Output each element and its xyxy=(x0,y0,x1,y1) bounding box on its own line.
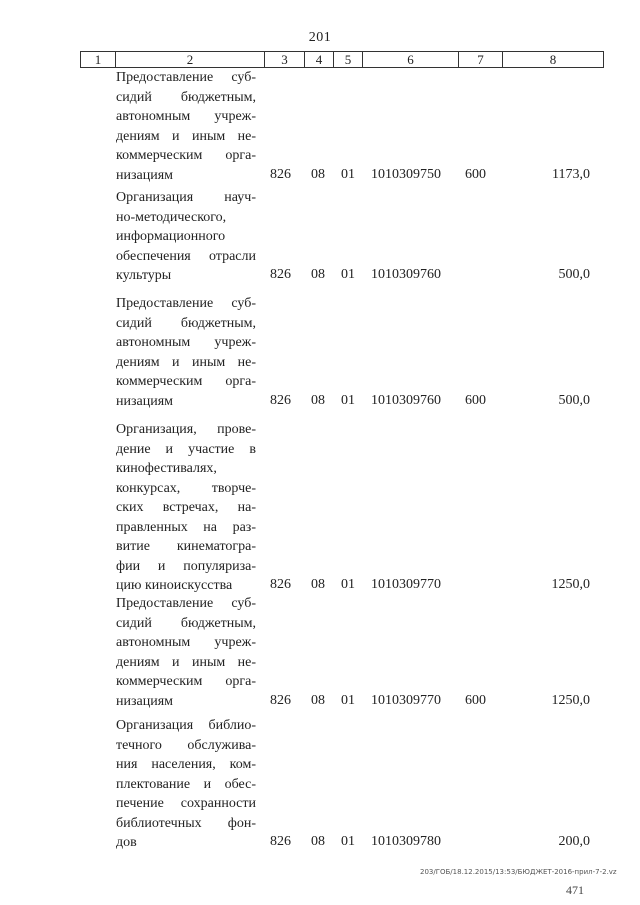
description-line: автономным учреж- xyxy=(116,109,256,124)
section-code: 08 xyxy=(311,166,325,182)
header-col-1: 1 xyxy=(81,52,116,68)
description-line: ских встречах, на- xyxy=(116,500,256,515)
table-header xyxy=(80,51,604,68)
subsection-code: 01 xyxy=(341,267,355,282)
description-line: Организация, прове- xyxy=(116,422,256,437)
description-line: Предоставление суб- xyxy=(116,70,256,85)
description-line: Предоставление суб- xyxy=(116,296,256,311)
description-line: кинофестивалях, xyxy=(116,461,217,476)
description-line: дениям и иным не- xyxy=(116,354,256,370)
subsection-code: 01 xyxy=(341,392,355,408)
description-line: ния населения, ком- xyxy=(116,757,256,772)
amount: 1250,0 xyxy=(551,692,590,708)
sheet-number: 471 xyxy=(566,883,584,897)
row-description xyxy=(116,420,256,596)
description-line: автономным учреж- xyxy=(116,635,256,650)
target-article-code: 1010309770 xyxy=(371,577,441,592)
expense-type-code: 600 xyxy=(465,392,486,408)
description-line: дениям и иным не- xyxy=(116,128,256,144)
description-line: печение сохранности xyxy=(116,796,256,811)
description-line: низациям xyxy=(116,167,174,183)
amount: 1173,0 xyxy=(552,166,590,182)
amount: 500,0 xyxy=(558,392,590,408)
description-line: сидий бюджетным, xyxy=(116,89,256,105)
target-article-code: 1010309770 xyxy=(371,692,441,708)
footer-stamp: 203/ГОБ/18.12.2015/13:53/БЮДЖЕТ-2016-прил-7-2.vz xyxy=(420,868,617,876)
description-line: коммерческим орга- xyxy=(116,674,256,689)
subsection-code: 01 xyxy=(341,692,355,708)
description-line: но-методического, xyxy=(116,209,227,225)
description-line: культуры xyxy=(116,268,172,283)
subsection-code: 01 xyxy=(341,577,355,592)
description-line: автономным учреж- xyxy=(116,335,256,350)
description-line: низациям xyxy=(116,393,174,409)
description-line: коммерческим орга- xyxy=(116,148,256,163)
row-description xyxy=(116,594,256,711)
expense-type-code: 600 xyxy=(465,166,486,182)
header-col-4: 4 xyxy=(305,52,334,68)
section-code: 08 xyxy=(311,577,325,592)
description-line: дениям и иным не- xyxy=(116,654,256,670)
description-line: цию киноискусства xyxy=(116,578,233,593)
amount: 500,0 xyxy=(558,267,590,282)
description-line: витие кинематогра- xyxy=(116,539,256,554)
description-line: информационного xyxy=(116,229,226,244)
ministry-code: 826 xyxy=(270,834,291,849)
description-line: фии и популяриза- xyxy=(116,558,256,574)
ministry-code: 826 xyxy=(270,692,291,708)
description-line: Организация науч- xyxy=(116,190,256,205)
amount: 1250,0 xyxy=(551,577,590,592)
header-col-3: 3 xyxy=(265,52,305,68)
description-line: течного обслужива- xyxy=(116,737,256,753)
target-article-code: 1010309750 xyxy=(371,166,441,182)
description-line: конкурсах, творче- xyxy=(116,480,256,496)
target-article-code: 1010309780 xyxy=(371,834,441,849)
subsection-code: 01 xyxy=(341,834,355,849)
description-line: Предоставление суб- xyxy=(116,596,256,611)
row-description xyxy=(116,68,256,185)
section-code: 08 xyxy=(311,834,325,849)
header-col-8: 8 xyxy=(503,52,604,68)
header-col-5: 5 xyxy=(334,52,363,68)
description-line: Организация библио- xyxy=(116,718,256,733)
description-line: сидий бюджетным, xyxy=(116,615,256,631)
target-article-code: 1010309760 xyxy=(371,392,441,408)
row-description xyxy=(116,188,256,286)
expense-type-code: 600 xyxy=(465,692,486,708)
description-line: дов xyxy=(116,835,137,850)
section-code: 08 xyxy=(311,392,325,408)
header-col-2: 2 xyxy=(116,52,265,68)
description-line: низациям xyxy=(116,693,174,709)
description-line: правленных на раз- xyxy=(116,519,256,535)
amount: 200,0 xyxy=(558,834,590,849)
section-code: 08 xyxy=(311,267,325,282)
description-line: дение и участие в xyxy=(116,441,256,457)
row-description xyxy=(116,716,256,853)
ministry-code: 826 xyxy=(270,267,291,282)
ministry-code: 826 xyxy=(270,392,291,408)
row-description xyxy=(116,294,256,411)
page-number: 201 xyxy=(308,30,332,45)
description-line: обеспечения отрасли xyxy=(116,248,256,264)
description-line: плектование и обес- xyxy=(116,776,256,792)
subsection-code: 01 xyxy=(341,166,355,182)
header-col-6: 6 xyxy=(363,52,459,68)
description-line: библиотечных фон- xyxy=(116,815,256,831)
header-col-7: 7 xyxy=(459,52,503,68)
description-line: сидий бюджетным, xyxy=(116,315,256,331)
ministry-code: 826 xyxy=(270,166,291,182)
section-code: 08 xyxy=(311,692,325,708)
target-article-code: 1010309760 xyxy=(371,267,441,282)
ministry-code: 826 xyxy=(270,577,291,592)
description-line: коммерческим орга- xyxy=(116,374,256,389)
